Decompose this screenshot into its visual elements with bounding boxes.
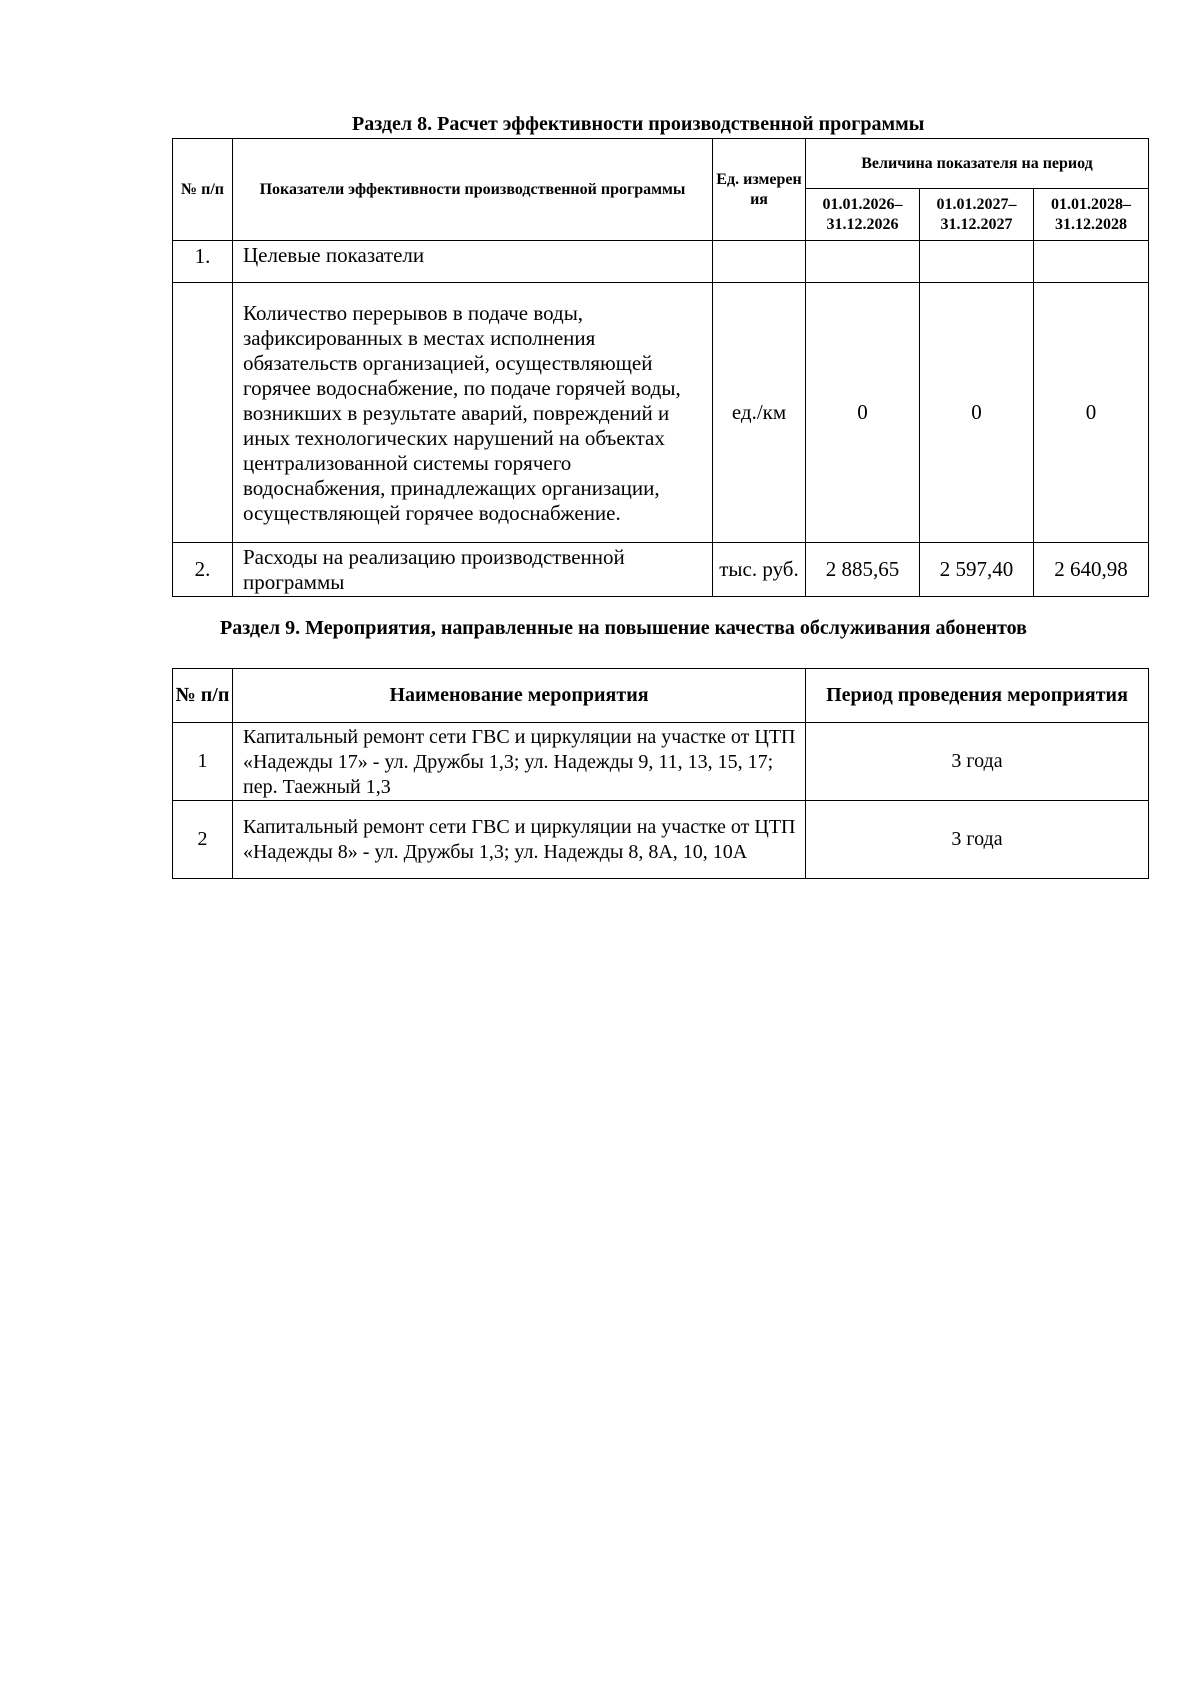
row-num: 1 [173,723,233,801]
header-row [173,669,1149,723]
table-row [173,543,1149,597]
row-num: 1. [173,241,233,283]
table-row [173,241,1149,283]
row-value: 0 [806,283,920,543]
row-value [1034,241,1149,283]
row-num [173,283,233,543]
row-name: Количество перерывов в подаче воды, зафиксированных в местах исполнения обязательств организацией, осуществляющей горячее водоснабжение, по подаче горячей воды, возникших в результате аварий, повреждений и иных технологических нарушений на объектах централизованной системы горячего водоснабжения, принадлежащих организации, осуществляющей горячее водоснабжение. [233,283,713,543]
row-value: 2 640,98 [1034,543,1149,597]
header-num: № п/п [173,139,233,241]
header-indicator: Показатели эффективности производственной программы [233,139,713,241]
row-value [806,241,920,283]
section-8-title: Раздел 8. Расчет эффективности производственной программы [352,113,925,135]
row-name: Расходы на реализацию производственной программы [233,543,713,597]
row-name: Целевые показатели [233,241,713,283]
row-value: 0 [1034,283,1149,543]
header-period: 01.01.2028– 31.12.2028 [1034,189,1149,241]
row-value: 0 [920,283,1034,543]
row-name: Капитальный ремонт сети ГВС и циркуляции на участке от ЦТП «Надежды 8» - ул. Дружбы 1,3; ул. Надежды 8, 8А, 10, 10А [233,801,806,879]
header-unit: Ед. измерен ия [713,139,806,241]
header-period: 01.01.2027– 31.12.2027 [920,189,1034,241]
table-row [173,801,1149,879]
row-unit [713,241,806,283]
row-value: 2 597,40 [920,543,1034,597]
table-row [173,723,1149,801]
table-row [173,283,1149,543]
header-period: 01.01.2026– 31.12.2026 [806,189,920,241]
row-num: 2 [173,801,233,879]
header-row [173,139,1149,189]
row-unit: ед./км [713,283,806,543]
header-name: Наименование мероприятия [233,669,806,723]
row-value [920,241,1034,283]
row-name: Капитальный ремонт сети ГВС и циркуляции на участке от ЦТП «Надежды 17» - ул. Дружбы 1,3; ул. Надежды 9, 11, 13, 15, 17; пер. Таежный 1,3 [233,723,806,801]
section-9-title: Раздел 9. Мероприятия, направленные на повышение качества обслуживания абонентов [220,617,1027,639]
row-value: 2 885,65 [806,543,920,597]
header-num: № п/п [173,669,233,723]
row-unit: тыс. руб. [713,543,806,597]
measures-table [172,668,1149,879]
efficiency-table [172,138,1149,597]
row-period: 3 года [806,801,1149,879]
header-period: Период проведения мероприятия [806,669,1149,723]
header-period-group: Величина показателя на период [806,139,1149,189]
row-num: 2. [173,543,233,597]
row-period: 3 года [806,723,1149,801]
